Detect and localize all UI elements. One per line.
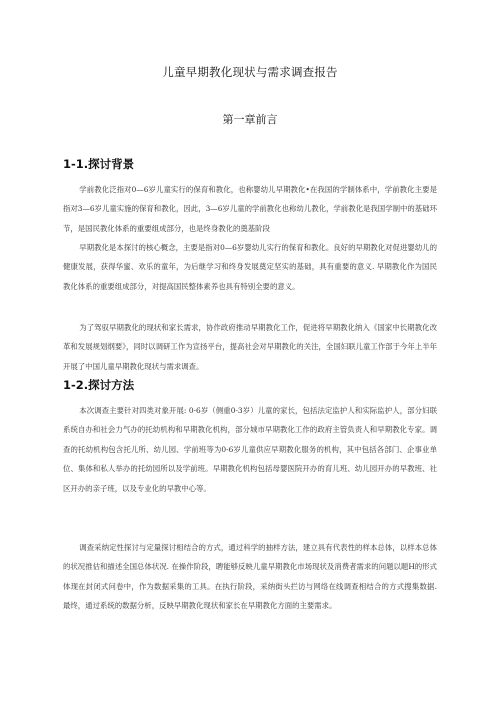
paragraph-background-3: 为了驾驭早期教化的现状和家长需求，协作政府推动早期教化工作，促进将早期教化纳入《国家中长期教化改革和发展规划纲要》，同时以调研工作为宣扬平台，提高社会对早期教化的关注，全国妇联儿童工作部于今年上半年开展了中国儿童早期教化现状与需求调查。 [63,323,437,371]
paragraph-background-1: 学前教化泛指对0—6岁儿童实行的保育和教化，也称婴幼儿早期教化•在我国的学制体系中，学前教化主要是指对3—6岁儿童实施的保育和教化，因此，3—6岁儿童的学前教化也称幼儿教化，学前教化是我国学制中的基础环节，是国民教化体系的重要组成部分，也是终身教化的奠基阶段 [63,185,437,233]
document-title: 儿童早期教化现状与需求调查报告 [162,65,338,79]
paragraph-methods-1: 本次调查主要针对四类对象开展: 0-6岁（侧重0-3岁）儿童的家长，包括法定监护人和实际监护人，部分妇联系统自办和社会力气办的托幼机构和早期教化机构，部分城市早期教化工作的政府主管负责人和早期教化专家。调查的托幼机构包含托儿所、幼儿园、学前班等为0-6岁儿童供应早期教化服务的机构，其中包括各部门、企事业单位、集体和私人举办的托幼园所以及学前班。早期教化机构包括母婴医院开办的育儿班、幼儿园开办的早教班、社区开办的亲子班，以及专业化的早教中心等。 [63,406,437,493]
section-heading-methods: 1-2.探讨方法 [63,378,135,392]
section-heading-background: 1-1.探讨背景 [63,157,135,171]
chapter-title: 第一章前言 [222,113,278,126]
paragraph-background-2: 早期教化是本探讨的核心概念，主要是指对0—6岁婴幼儿实行的保育和教化。良好的早期教化对促进婴幼儿的健康发展，获得华蜜、欢乐的童年，为后继学习和终身发展奠定坚实的基础，具有重要的意义. 早期教化作为国民教化体系的重要组成部分，对提高国民整体素养也具有特别全要的意义。 [63,243,437,291]
paragraph-methods-2: 调查采纳定性探讨与定量探讨相结合的方式，通过科学的抽样方法，建立具有代表性的样本总体，以样本总体的状况推估和描述全国总体状况. 在操作阶段，聘能够反映儿童早期教化市场现状及消费者需求的问题以题H的形式体现在封闭式问卷中，作为数据采集的工具。在执行阶段，采纳街头拦访与网络在线调查相结合的方式搜集数据. 最终，通过系统的数据分析，反映早期教化现状和家长在早期教化方面的主要需求。 [63,543,437,611]
